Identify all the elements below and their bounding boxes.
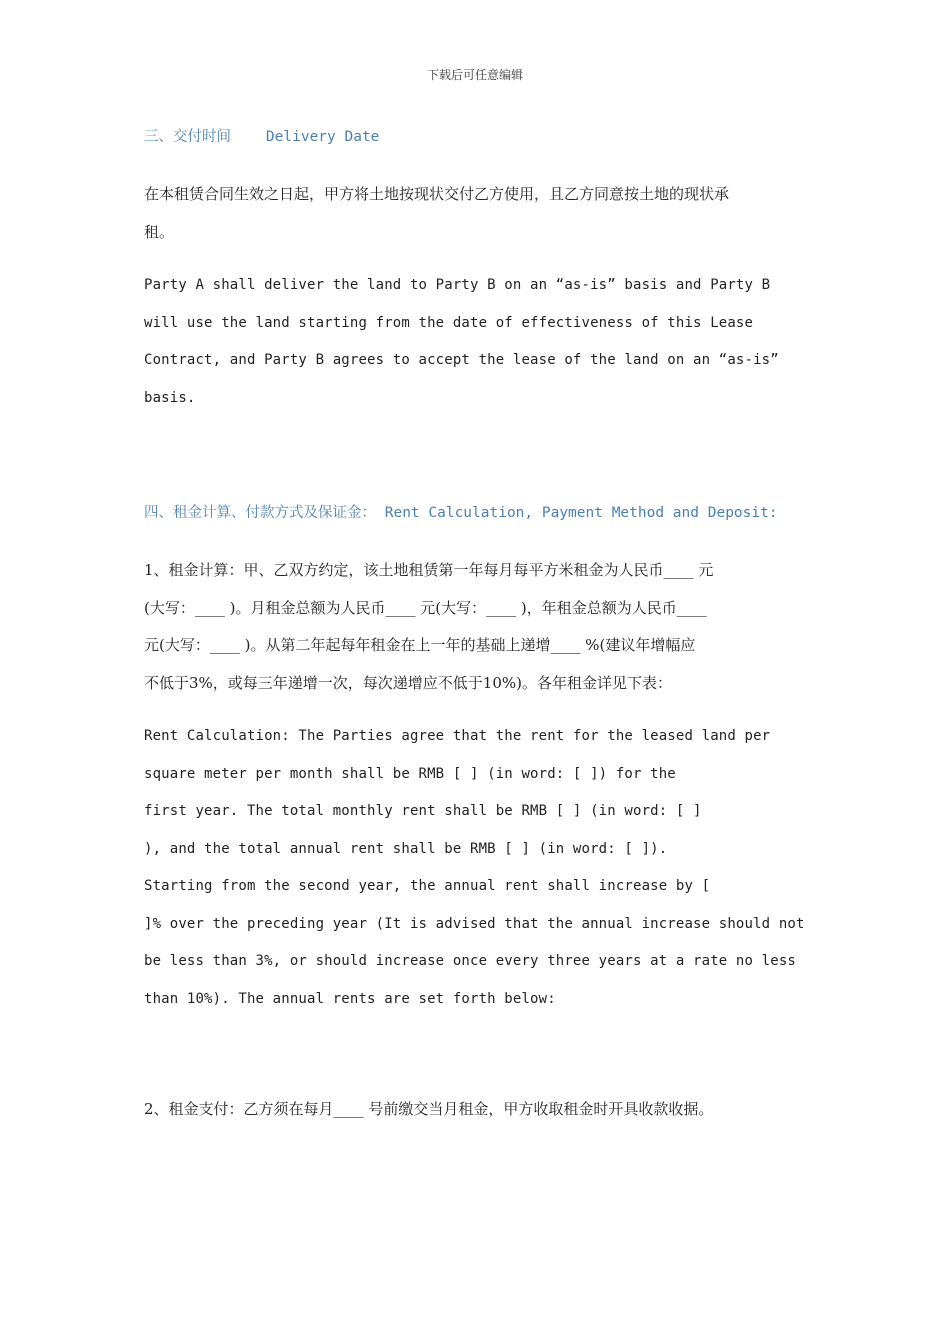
delivery-paragraph-zh: 在本租赁合同生效之日起，甲方将土地按现状交付乙方使用，且乙方同意按土地的现状承 租。 xyxy=(144,185,730,241)
section-heading-rent-calculation: 四、租金计算、付款方式及保证金： Rent Calculation, Payment Method and Deposit: xyxy=(144,505,778,521)
rent-payment-paragraph-zh: 2、租金支付：乙方须在每月____ 号前缴交当月租金，甲方收取租金时开具收款收据。 xyxy=(144,1100,714,1118)
rent-calculation-paragraph-zh: 1、租金计算：甲、乙双方约定，该土地租赁第一年每月每平方米租金为人民币____ 元 (大写：____ )。月租金总额为人民币____ 元(大写：____ )，年租金总额为人民币____ 元(大写：____ )。从第二年起每年租金在上一年的基础上递增____ %(建议年增幅应 不低于3%，或每三年递增一次，每次递增应不低于10%)。各年租金详见下表： xyxy=(144,561,714,692)
delivery-paragraph-en: Party A shall deliver the land to Party B on an “as-is” basis and Party B will use the land starting from the date of effectiveness of this Lease Contract, and Party B agrees to accept the lease of the land on an “as-is” basis. xyxy=(144,277,779,406)
document-body xyxy=(144,126,814,1129)
section-heading-delivery-date: 三、交付时间 Delivery Date xyxy=(144,129,380,145)
page-header: 下载后可任意编辑 xyxy=(426,68,523,82)
rent-calculation-paragraph-en: Rent Calculation: The Parties agree that the rent for the leased land per square meter per month shall be RMB [ ] (in word: [ ]) for the first year. The total monthly rent shall be RMB [ ] (in word: [ ] ), and the total annual rent shall be RMB [ ] (in word: [ ]). Starting from the second year, the annual rent shall increase by [ ]% over the preceding year (It is advised that the annual increase should not be less than 3%, or should increase once every three years at a rate no less than 10%). The annual rents are set forth below: xyxy=(144,728,805,1007)
